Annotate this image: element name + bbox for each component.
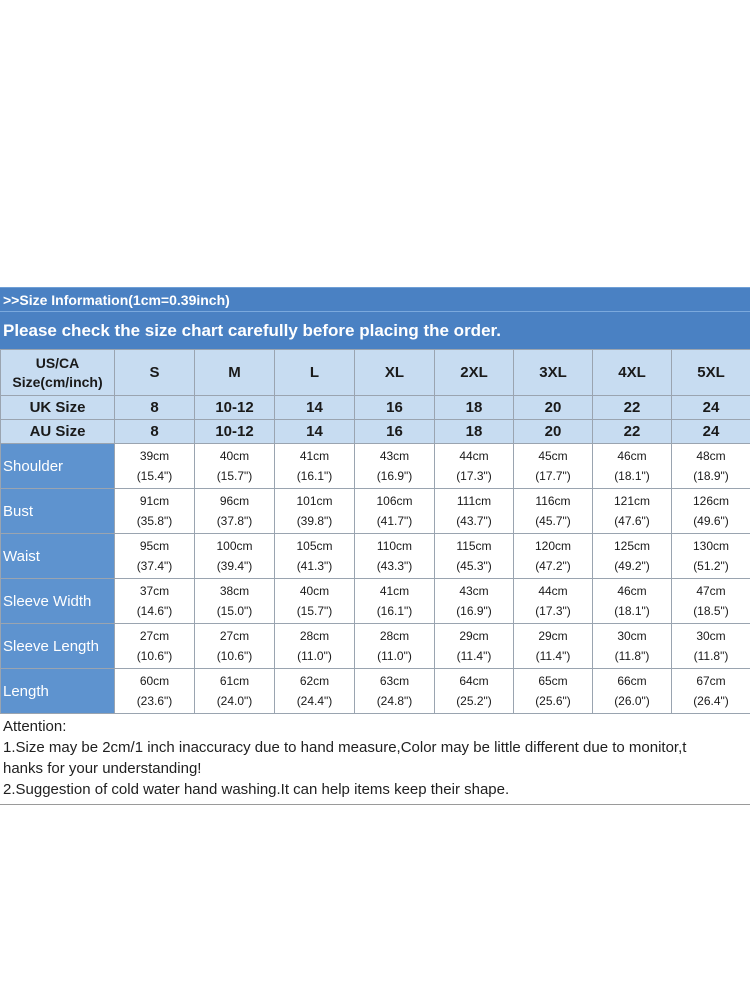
measurement-cell bbox=[593, 669, 672, 714]
cm-value: 28cm bbox=[299, 629, 330, 643]
cm-value: 29cm bbox=[459, 629, 489, 643]
inch-value: (49.6") bbox=[693, 514, 729, 528]
inch-value: (24.8") bbox=[376, 694, 413, 708]
measurement-label: Sleeve Width bbox=[1, 579, 115, 624]
cm-value: 39cm bbox=[139, 449, 170, 463]
size-table bbox=[0, 349, 750, 714]
inch-value: (16.1") bbox=[376, 604, 413, 618]
cm-value: 44cm bbox=[459, 449, 489, 463]
cm-value: 48cm bbox=[696, 449, 726, 463]
uk-size-cell: 16 bbox=[355, 396, 435, 420]
measurement-cell bbox=[435, 534, 514, 579]
size-header: 4XL bbox=[593, 350, 672, 396]
inch-value: (14.6") bbox=[136, 604, 173, 618]
measurement-cell bbox=[435, 579, 514, 624]
measurement-cell bbox=[275, 534, 355, 579]
inch-value: (15.7") bbox=[216, 469, 253, 483]
cm-value: 67cm bbox=[696, 674, 726, 688]
inch-value: (11.4") bbox=[456, 649, 492, 663]
inch-value: (18.5") bbox=[693, 604, 729, 618]
measurement-cell bbox=[275, 669, 355, 714]
inch-value: (24.0") bbox=[216, 694, 253, 708]
measurement-cell bbox=[514, 579, 593, 624]
inch-value: (18.1") bbox=[614, 604, 650, 618]
au-size-row bbox=[1, 420, 750, 444]
uk-size-cell: 18 bbox=[435, 396, 514, 420]
inch-value: (11.8") bbox=[693, 649, 729, 663]
size-header: L bbox=[275, 350, 355, 396]
size-header: S bbox=[115, 350, 195, 396]
inch-value: (25.6") bbox=[535, 694, 571, 708]
inch-value: (39.8") bbox=[296, 514, 333, 528]
measurement-cell bbox=[195, 579, 275, 624]
au-size-cell: 18 bbox=[435, 420, 514, 444]
measurement-cell bbox=[514, 489, 593, 534]
inch-value: (41.7") bbox=[376, 514, 413, 528]
cm-value: 126cm bbox=[692, 494, 730, 508]
measurement-cell bbox=[514, 669, 593, 714]
inch-value: (18.9") bbox=[693, 469, 729, 483]
cm-value: 60cm bbox=[139, 674, 170, 688]
size-header: XL bbox=[355, 350, 435, 396]
measurement-cell bbox=[115, 624, 195, 669]
measurement-cell bbox=[195, 534, 275, 579]
measurement-row bbox=[1, 534, 750, 579]
inch-value: (18.1") bbox=[614, 469, 650, 483]
uk-size-cell: 20 bbox=[514, 396, 593, 420]
au-size-cell: 16 bbox=[355, 420, 435, 444]
cm-value: 30cm bbox=[696, 629, 726, 643]
measurement-cell bbox=[593, 534, 672, 579]
uk-size-cell: 24 bbox=[672, 396, 750, 420]
measurement-row bbox=[1, 624, 750, 669]
measurement-cell bbox=[672, 669, 750, 714]
cm-value: 125cm bbox=[613, 539, 651, 553]
measurement-cell bbox=[435, 669, 514, 714]
inch-value: (11.8") bbox=[614, 649, 650, 663]
measurement-cell bbox=[115, 579, 195, 624]
measurement-cell bbox=[355, 579, 435, 624]
cm-value: 106cm bbox=[376, 494, 413, 508]
inch-value: (26.4") bbox=[693, 694, 729, 708]
measurement-cell bbox=[593, 579, 672, 624]
cm-value: 96cm bbox=[219, 494, 250, 508]
measurement-cell bbox=[514, 534, 593, 579]
inch-value: (11.4") bbox=[535, 649, 571, 663]
cm-value: 27cm bbox=[139, 629, 170, 643]
attention-heading: Attention: bbox=[3, 718, 67, 735]
measurement-cell bbox=[435, 444, 514, 489]
cm-value: 43cm bbox=[459, 584, 489, 598]
size-chart-instruction: Please check the size chart carefully before placing the order. bbox=[0, 311, 750, 349]
au-size-cell: 10-12 bbox=[195, 420, 275, 444]
measurement-row bbox=[1, 489, 750, 534]
cm-value: 111cm bbox=[456, 494, 492, 508]
inch-value: (37.4") bbox=[136, 559, 173, 573]
measurement-label: Waist bbox=[1, 534, 115, 579]
cm-value: 46cm bbox=[617, 449, 647, 463]
inch-value: (16.1") bbox=[296, 469, 333, 483]
cm-value: 61cm bbox=[219, 674, 250, 688]
size-header: 5XL bbox=[672, 350, 750, 396]
measurement-cell bbox=[514, 444, 593, 489]
measurement-label: Bust bbox=[1, 489, 115, 534]
note-line-2: 2.Suggestion of cold water hand washing.It can help items keep their shape. bbox=[3, 781, 510, 798]
measurement-cell bbox=[593, 444, 672, 489]
inch-value: (10.6") bbox=[136, 649, 173, 663]
measurement-cell bbox=[435, 489, 514, 534]
inch-value: (26.0") bbox=[614, 694, 650, 708]
measurement-cell bbox=[115, 489, 195, 534]
inch-value: (45.3") bbox=[456, 559, 492, 573]
cm-value: 37cm bbox=[139, 584, 170, 598]
inch-value: (39.4") bbox=[216, 559, 253, 573]
inch-value: (11.0") bbox=[297, 649, 332, 663]
inch-value: (47.6") bbox=[614, 514, 650, 528]
cm-value: 38cm bbox=[219, 584, 250, 598]
measurement-cell bbox=[355, 444, 435, 489]
au-size-cell: 20 bbox=[514, 420, 593, 444]
measurement-cell bbox=[115, 669, 195, 714]
measurement-cell bbox=[435, 624, 514, 669]
uk-size-label: UK Size bbox=[1, 396, 115, 420]
uk-size-cell: 8 bbox=[115, 396, 195, 420]
measurement-cell bbox=[672, 579, 750, 624]
inch-value: (45.7") bbox=[535, 514, 571, 528]
inch-value: (24.4") bbox=[296, 694, 333, 708]
inch-value: (41.3") bbox=[296, 559, 333, 573]
measurement-cell bbox=[275, 444, 355, 489]
inch-value: (43.3") bbox=[376, 559, 413, 573]
measurement-cell bbox=[275, 579, 355, 624]
measurement-cell bbox=[672, 489, 750, 534]
cm-value: 101cm bbox=[296, 494, 333, 508]
cm-value: 63cm bbox=[379, 674, 410, 688]
inch-value: (10.6") bbox=[216, 649, 253, 663]
measurement-cell bbox=[355, 669, 435, 714]
cm-value: 110cm bbox=[376, 539, 413, 553]
size-header: M bbox=[195, 350, 275, 396]
measurement-cell bbox=[514, 624, 593, 669]
size-header: 3XL bbox=[514, 350, 593, 396]
measurement-cell bbox=[355, 534, 435, 579]
inch-value: (51.2") bbox=[693, 559, 729, 573]
inch-value: (43.7") bbox=[456, 514, 492, 528]
cm-value: 120cm bbox=[534, 539, 572, 553]
size-chart bbox=[0, 287, 750, 805]
cm-value: 130cm bbox=[692, 539, 730, 553]
size-table-body bbox=[1, 350, 750, 714]
inch-value: (23.6") bbox=[136, 694, 173, 708]
cm-value: 41cm bbox=[299, 449, 330, 463]
cm-value: 100cm bbox=[216, 539, 253, 553]
inch-value: (11.0") bbox=[377, 649, 412, 663]
cm-value: 62cm bbox=[299, 674, 330, 688]
cm-value: 121cm bbox=[613, 494, 651, 508]
measurement-row bbox=[1, 669, 750, 714]
cm-value: 115cm bbox=[456, 539, 492, 553]
cm-value: 44cm bbox=[538, 584, 568, 598]
cm-value: 41cm bbox=[379, 584, 410, 598]
measurement-row bbox=[1, 444, 750, 489]
measurement-cell bbox=[195, 624, 275, 669]
cm-value: 64cm bbox=[459, 674, 489, 688]
cm-value: 30cm bbox=[617, 629, 647, 643]
measurement-cell bbox=[195, 444, 275, 489]
us-size-row bbox=[1, 350, 750, 396]
note-line-1: 1.Size may be 2cm/1 inch inaccuracy due to hand measure,Color may be little different due to monitor,t hanks for your understanding! bbox=[3, 739, 687, 777]
cm-value: 45cm bbox=[538, 449, 568, 463]
cm-value: 65cm bbox=[538, 674, 568, 688]
attention-notes bbox=[0, 714, 750, 804]
cm-value: 91cm bbox=[139, 494, 170, 508]
inch-value: (15.4") bbox=[136, 469, 173, 483]
cm-value: 29cm bbox=[538, 629, 568, 643]
au-size-label: AU Size bbox=[1, 420, 115, 444]
inch-value: (47.2") bbox=[535, 559, 571, 573]
cm-value: 40cm bbox=[299, 584, 330, 598]
cm-value: 116cm bbox=[535, 494, 571, 508]
inch-value: (17.3") bbox=[535, 604, 571, 618]
inch-value: (25.2") bbox=[456, 694, 492, 708]
cm-value: 47cm bbox=[696, 584, 726, 598]
measurement-cell bbox=[672, 534, 750, 579]
uk-size-cell: 14 bbox=[275, 396, 355, 420]
measurement-cell bbox=[115, 534, 195, 579]
measurement-cell bbox=[195, 669, 275, 714]
inch-value: (37.8") bbox=[216, 514, 253, 528]
size-info-title: >>Size Information(1cm=0.39inch) bbox=[0, 287, 750, 311]
au-size-cell: 8 bbox=[115, 420, 195, 444]
measurement-cell bbox=[195, 489, 275, 534]
measurement-cell bbox=[593, 624, 672, 669]
size-header: 2XL bbox=[435, 350, 514, 396]
measurement-cell bbox=[672, 624, 750, 669]
au-size-cell: 24 bbox=[672, 420, 750, 444]
au-size-cell: 14 bbox=[275, 420, 355, 444]
measurement-cell bbox=[275, 624, 355, 669]
cm-value: 95cm bbox=[139, 539, 170, 553]
uk-size-cell: 22 bbox=[593, 396, 672, 420]
inch-value: (17.7") bbox=[535, 469, 571, 483]
measurement-label: Sleeve Length bbox=[1, 624, 115, 669]
measurement-cell bbox=[672, 444, 750, 489]
measurement-label: Shoulder bbox=[1, 444, 115, 489]
measurement-row bbox=[1, 579, 750, 624]
cm-value: 46cm bbox=[617, 584, 647, 598]
inch-value: (49.2") bbox=[614, 559, 650, 573]
measurement-cell bbox=[355, 489, 435, 534]
cm-value: 28cm bbox=[379, 629, 410, 643]
cm-value: 105cm bbox=[296, 539, 333, 553]
inch-value: (15.0") bbox=[216, 604, 253, 618]
cm-value: 66cm bbox=[617, 674, 647, 688]
measurement-label: Length bbox=[1, 669, 115, 714]
measurement-cell bbox=[115, 444, 195, 489]
inch-value: (17.3") bbox=[456, 469, 492, 483]
inch-value: (16.9") bbox=[456, 604, 492, 618]
cm-value: 27cm bbox=[219, 629, 250, 643]
us-ca-size-label: US/CA Size(cm/inch) bbox=[1, 350, 115, 396]
uk-size-row bbox=[1, 396, 750, 420]
inch-value: (35.8") bbox=[136, 514, 173, 528]
au-size-cell: 22 bbox=[593, 420, 672, 444]
measurement-cell bbox=[355, 624, 435, 669]
inch-value: (15.7") bbox=[296, 604, 333, 618]
uk-size-cell: 10-12 bbox=[195, 396, 275, 420]
measurement-cell bbox=[593, 489, 672, 534]
inch-value: (16.9") bbox=[376, 469, 413, 483]
measurement-cell bbox=[275, 489, 355, 534]
cm-value: 40cm bbox=[219, 449, 250, 463]
cm-value: 43cm bbox=[379, 449, 410, 463]
